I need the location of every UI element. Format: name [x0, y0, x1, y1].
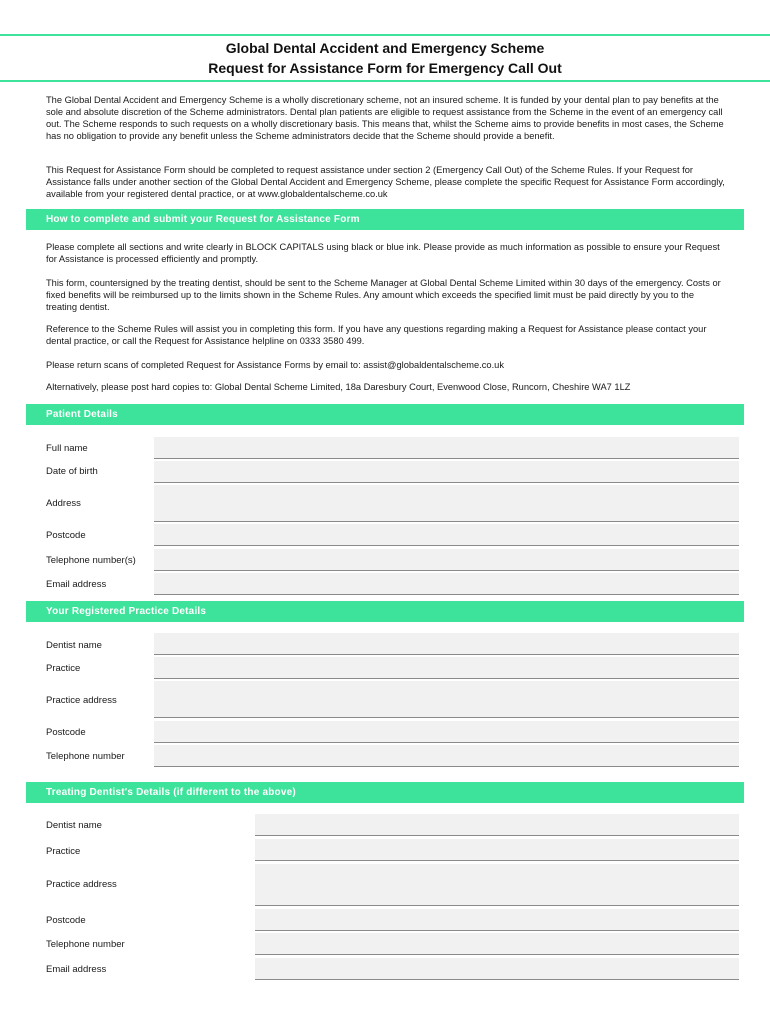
dob-label: Date of birth — [46, 466, 98, 477]
email-label: Email address — [46, 579, 107, 590]
treating-practice-field[interactable] — [255, 839, 739, 861]
dentist-name-label: Dentist name — [46, 640, 102, 651]
intro-paragraph: The Global Dental Accident and Emergency Scheme is a wholly discretionary scheme, not an insured scheme. It is funded by your dental plan to pay benefits at the sole and absolute discretion of the Scheme administrators. Dental plan patients are eligible to request assistance from the Scheme in the event of an emergency call out. The Scheme responds to such requests on a wholly discretionary basis. This means that, whilst the Scheme aims to provide benefits in most cases, the Scheme has no obligation to provide any benefit unless the Scheme administrators decide that the Scheme should provide a benefit. — [46, 95, 724, 141]
treating-dentist-name-field[interactable] — [255, 814, 739, 836]
practice-postcode-field[interactable] — [154, 721, 739, 743]
address-label: Address — [46, 498, 81, 509]
postcode-label: Postcode — [46, 530, 86, 541]
telephone-label: Telephone number(s) — [46, 555, 136, 566]
address-field[interactable] — [154, 485, 739, 522]
treating-practice-address-label: Practice address — [46, 879, 117, 890]
practice-postcode-label: Postcode — [46, 727, 86, 738]
instruction-paragraph: Please return scans of completed Request for Assistance Forms by email to: assist@globaldentalscheme.co.uk — [46, 360, 504, 370]
instruction-paragraph: This form, countersigned by the treating dentist, should be sent to the Scheme Manager at Global Dental Scheme Limited within 30 days of the emergency. Costs or fixed benefits will be reimbursed up to the limits shown in the Scheme Rules. Any amount which exceeds the specified limit must be paid directly by you to the treating dentist. — [46, 278, 721, 312]
email-field[interactable] — [154, 573, 739, 595]
dob-field[interactable] — [154, 461, 739, 483]
treating-telephone-field[interactable] — [255, 933, 739, 955]
full-name-field[interactable] — [154, 437, 739, 459]
postcode-field[interactable] — [154, 524, 739, 546]
instruction-paragraph: Reference to the Scheme Rules will assist you in completing this form. If you have any questions regarding making a Request for Assistance please contact your dental practice, or call the Request for Assistance helpline on 0333 3580 499. — [46, 324, 707, 346]
treating-email-label: Email address — [46, 964, 107, 975]
instruction-paragraph: Please complete all sections and write clearly in BLOCK CAPITALS using black or blue ink. Please provide as much information as possible to ensure your Request for Assistance is processed efficiently and promptly. — [46, 242, 720, 264]
treating-dentist-name-label: Dentist name — [46, 820, 102, 831]
treating-telephone-label: Telephone number — [46, 939, 125, 950]
treating-email-field[interactable] — [255, 958, 739, 980]
treating-practice-address-field[interactable] — [255, 864, 739, 906]
telephone-field[interactable] — [154, 549, 739, 571]
how-to-section-header: How to complete and submit your Request for Assistance Form — [26, 209, 744, 230]
treating-practice-label: Practice — [46, 846, 81, 857]
treating-dentist-section-header: Treating Dentist's Details (if different to the above) — [26, 782, 744, 803]
form-title: Global Dental Accident and Emergency Scheme — [225, 40, 545, 56]
practice-telephone-label: Telephone number — [46, 751, 125, 762]
treating-postcode-label: Postcode — [46, 915, 86, 926]
treating-postcode-field[interactable] — [255, 909, 739, 931]
practice-address-field[interactable] — [154, 681, 739, 718]
registered-practice-section-header: Your Registered Practice Details — [26, 601, 744, 622]
practice-label: Practice — [46, 663, 81, 674]
instruction-paragraph: Alternatively, please post hard copies to: Global Dental Scheme Limited, 18a Daresbury Court, Evenwood Close, Runcorn, Cheshire WA7 1LZ — [46, 382, 631, 392]
form-subtitle: Request for Assistance Form for Emergency Call Out — [208, 60, 562, 76]
title-rule — [0, 80, 770, 82]
top-rule — [0, 34, 770, 36]
practice-telephone-field[interactable] — [154, 745, 739, 767]
practice-field[interactable] — [154, 657, 739, 679]
practice-address-label: Practice address — [46, 695, 117, 706]
full-name-label: Full name — [46, 443, 88, 454]
intro-paragraph: This Request for Assistance Form should be completed to request assistance under section 2 (Emergency Call Out) of the Scheme Rules. If your Request for Assistance falls under another section of the Global Dental Accident and Emergency Scheme, please complete the specific Request for Assistance Form accordingly, available from your registered dental practice, or at www.globaldentalscheme.co.uk — [46, 165, 725, 199]
dentist-name-field[interactable] — [154, 633, 739, 655]
patient-section-header: Patient Details — [26, 404, 744, 425]
